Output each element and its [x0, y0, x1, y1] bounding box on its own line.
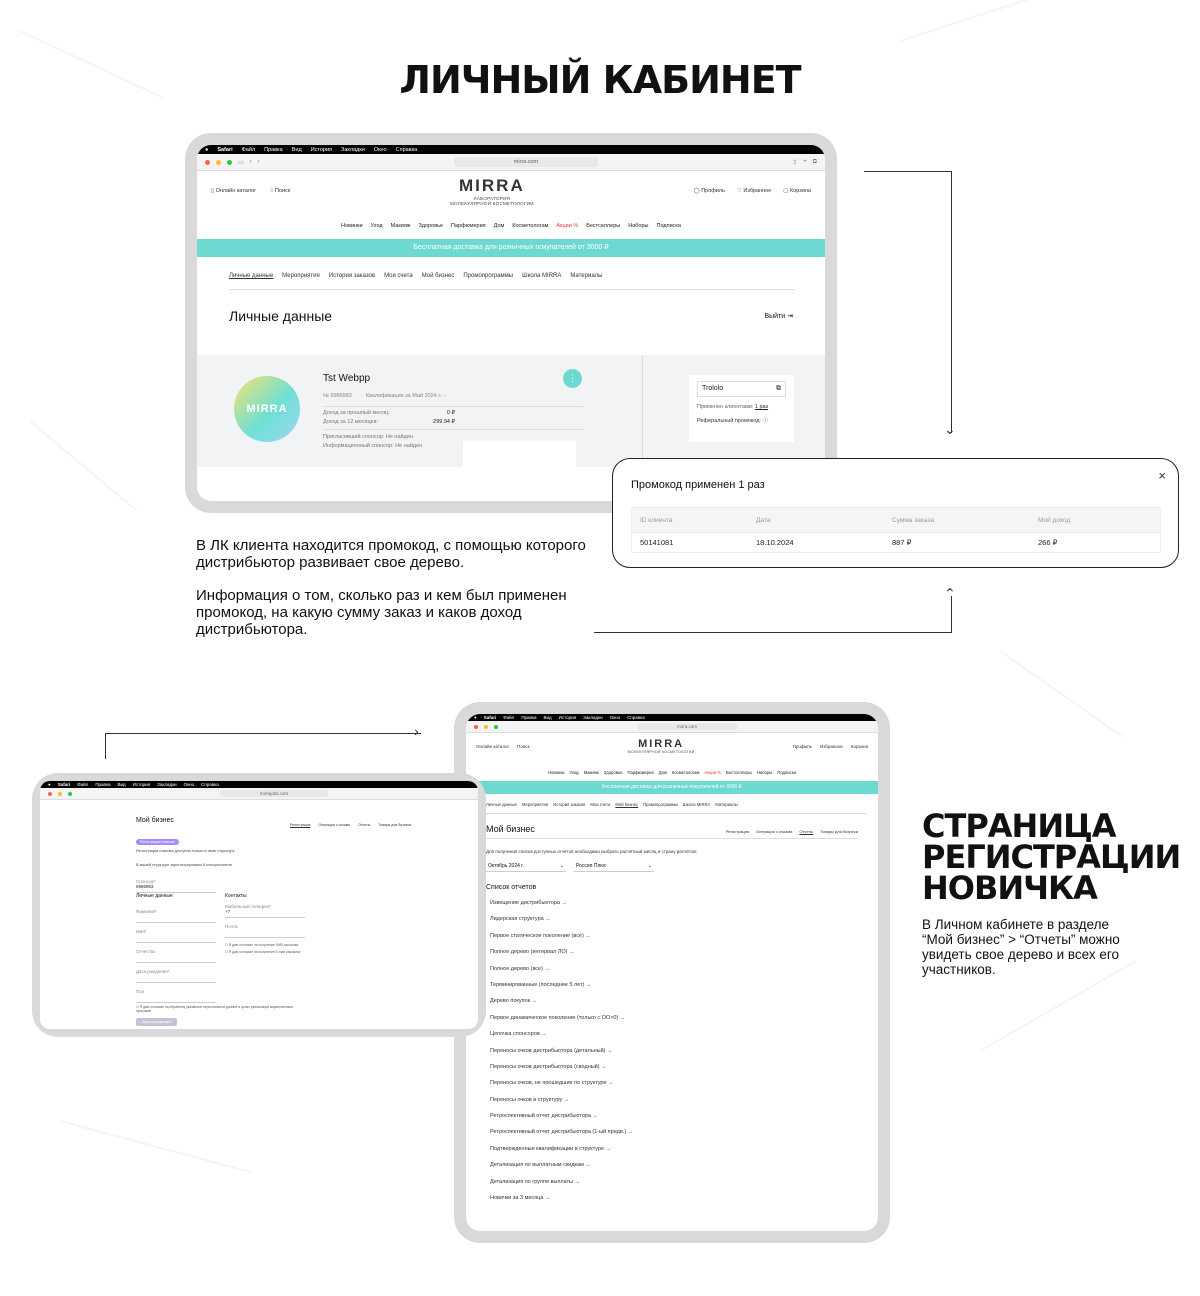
menu-file[interactable]: Файл — [503, 715, 515, 720]
arrow-right-icon: → — [573, 1178, 581, 1185]
arrow-right-icon: → — [604, 1145, 612, 1152]
close-window-button[interactable] — [474, 725, 478, 729]
promo-usage-popup — [612, 458, 1179, 568]
report-link[interactable] — [490, 1179, 878, 1195]
info-icon[interactable]: ⓘ — [762, 418, 768, 424]
menu-bookmarks[interactable]: Закладки — [583, 715, 603, 720]
cell-income: 266 ₽ — [1038, 538, 1058, 547]
cell-client-id: 50141081 — [640, 538, 674, 547]
share-icon[interactable]: ⇪ — [792, 159, 798, 166]
arrow-down-icon: ⌄ — [944, 421, 956, 437]
close-window-button[interactable] — [48, 792, 52, 796]
promo-code-field[interactable] — [697, 381, 786, 397]
tab-personal[interactable]: Личные данные — [229, 273, 274, 279]
blank-area — [463, 441, 576, 467]
menu-history[interactable]: История — [558, 715, 577, 720]
tab-materials[interactable]: Материалы — [570, 273, 603, 279]
zoom-window-button[interactable] — [494, 725, 498, 729]
profile-link[interactable]: Профиль — [792, 743, 813, 749]
report-label: Извещение дистрибьютора — [490, 900, 560, 906]
logo-sub1: ЛАБОРАТОРИЯ — [473, 196, 511, 201]
applied-label: Применен клиентами: — [697, 404, 754, 410]
close-icon[interactable]: × — [1158, 468, 1166, 483]
logo-text: MIRRA — [638, 738, 685, 750]
cabinet-tabs — [229, 273, 795, 290]
apple-icon: ● — [474, 715, 477, 720]
mac-menubar — [40, 781, 478, 788]
report-label: Подтвержденные квалификации в структуре — [490, 1145, 605, 1152]
arrow-right-icon: → — [539, 1031, 547, 1038]
connector-line — [951, 171, 952, 433]
nav-new[interactable]: Новинки — [548, 769, 565, 775]
arrow-right-icon: → — [599, 1063, 607, 1070]
referral-label: Реферальный промокод: — [697, 418, 761, 424]
menu-file[interactable]: Файл — [77, 782, 89, 787]
subtab-points[interactable]: Операции с очками — [756, 829, 793, 834]
report-link[interactable] — [490, 949, 878, 965]
qualification: Квалификация за Май 2024 г.: - — [365, 393, 447, 399]
menu-view[interactable]: Вид — [117, 782, 126, 787]
favorites-link[interactable]: Избранное — [820, 743, 843, 749]
tab-invoices[interactable]: Мои счета — [590, 802, 611, 807]
applied-value-link[interactable]: 1 раз — [754, 404, 769, 410]
report-label: Переносы очков, не прошедшие по структуре — [490, 1080, 607, 1087]
tab-school[interactable]: Школа MIRRA — [522, 273, 562, 279]
logout-label: Выйти — [764, 313, 786, 320]
income-prev-value: 0 ₽ — [446, 410, 455, 416]
info-sponsor: Информационный спонсор: Не найден — [323, 443, 423, 449]
browser-toolbar — [197, 154, 825, 171]
address-bar[interactable]: mirra.com — [454, 157, 598, 167]
report-label: Детализация по группе выплаты — [490, 1178, 574, 1185]
sponsor-info: Пригласивший спонсор: Не найден — [323, 429, 583, 440]
nav-care[interactable]: Уход — [370, 223, 383, 229]
phone-label: Мобильный телефон* — [225, 904, 271, 909]
nav-sets[interactable]: Наборы — [756, 769, 773, 775]
report-link[interactable] — [490, 1129, 878, 1145]
income-12-value: 299.94 ₽ — [433, 419, 455, 425]
report-label: Новички за 3 месяца — [490, 1195, 544, 1202]
arrow-right-icon: → — [583, 1162, 591, 1169]
site-header — [197, 171, 825, 211]
report-link[interactable] — [490, 1080, 878, 1096]
registration-heading — [922, 807, 1181, 907]
connector-line — [864, 171, 952, 172]
phone-value: +7 — [225, 909, 231, 914]
user-icon: ◯ — [693, 188, 702, 194]
page-heading: ЛИЧНЫЙ КАБИНЕТ — [399, 58, 801, 102]
subtab-reports[interactable]: Отчеты — [799, 829, 814, 834]
menu-window[interactable]: Окно — [183, 782, 195, 787]
report-label: Переносы очков в структуру — [490, 1096, 563, 1103]
copy-icon[interactable]: ⧉ — [776, 385, 781, 392]
avatar: MIRRA — [234, 376, 300, 442]
report-label: Переносы очков дистрибьютора (сводный) — [490, 1063, 600, 1070]
report-link[interactable] — [490, 1195, 878, 1211]
menu-safari[interactable]: Safari — [483, 715, 497, 720]
connector-line — [105, 733, 106, 759]
report-link[interactable] — [490, 1113, 878, 1129]
tab-events[interactable]: Мероприятия — [521, 802, 549, 807]
business-title: Мой бизнес — [486, 824, 535, 834]
report-label: Ретроспективный отчет дистрибьютора — [490, 1113, 591, 1120]
back-icon[interactable]: ‹ — [249, 159, 252, 165]
logout-icon: ⇥ — [787, 313, 793, 320]
favorites-link[interactable] — [737, 188, 771, 194]
nav-makeup[interactable]: Макияж — [390, 223, 411, 229]
search-label: Поиск — [274, 188, 291, 194]
heading-line3: НОВИЧКА — [922, 869, 1097, 907]
menu-bookmarks[interactable]: Закладки — [157, 782, 177, 787]
nav-care[interactable]: Уход — [569, 769, 579, 775]
report-link[interactable] — [490, 900, 878, 916]
connector-line — [105, 733, 421, 734]
menu-window[interactable]: Окно — [609, 715, 621, 720]
col-client-id: ID клиента — [640, 516, 673, 524]
tablet-registration — [32, 773, 486, 1037]
report-link[interactable] — [490, 933, 878, 949]
tab-business[interactable]: Мой бизнес — [615, 802, 639, 807]
tab-invoices[interactable]: Мои счета — [384, 273, 413, 279]
registration-badge: Регистрация новичка — [136, 839, 179, 845]
catalog-link[interactable] — [211, 188, 256, 194]
cell-date: 18.10.2024 — [756, 538, 794, 547]
search-link[interactable] — [270, 188, 290, 194]
arrow-right-icon: → — [559, 900, 567, 906]
profile-link[interactable] — [694, 188, 725, 194]
nav-new[interactable]: Новинки — [341, 223, 363, 229]
menu-help[interactable]: Справка — [201, 782, 219, 787]
menu-file[interactable]: Файл — [241, 146, 256, 153]
cabinet-title: Личные данные — [229, 308, 333, 324]
tab-school[interactable]: Школа MIRRA — [682, 802, 711, 807]
arrow-right-icon: → — [567, 949, 575, 956]
report-label: Переносы очков дистрибьютора (детальный) — [490, 1047, 606, 1054]
reports-list — [490, 900, 878, 1211]
arrow-up-icon: ⌄ — [944, 585, 956, 601]
tablet-personal-cabinet — [185, 133, 837, 513]
chevron-down-icon: ⌄ — [559, 863, 564, 869]
book-icon: ▯ — [211, 188, 216, 194]
col-date: Дата — [756, 516, 771, 524]
report-link[interactable] — [490, 1146, 878, 1162]
sms-label: Я даю согласие на получение SMS рассылки — [228, 943, 299, 947]
sponsor-value: 9986983 — [136, 884, 154, 889]
minimize-window-button[interactable] — [484, 725, 488, 729]
report-link[interactable] — [490, 1162, 878, 1178]
menu-window[interactable]: Окно — [373, 146, 387, 153]
menu-help[interactable]: Справка — [627, 715, 645, 720]
col-order-sum: Сумма заказа — [892, 516, 934, 524]
heart-icon: ♡ — [736, 188, 744, 194]
nav-bestsellers[interactable]: Бестселлеры — [586, 223, 621, 229]
reports-info: Для получения списка доступных отчётов необходимо выбрать расчётный месяц и страну расчётов: — [486, 849, 697, 854]
report-label: Ретроспективный отчет дистрибьютора (1-ый предв.) — [490, 1129, 627, 1136]
address-bar[interactable]: mirrajobs.com — [220, 790, 328, 797]
menu-view[interactable]: Вид — [543, 715, 552, 720]
nav-sales[interactable]: Акции % — [556, 223, 579, 229]
report-link[interactable] — [490, 1097, 878, 1113]
menu-help[interactable]: Справка — [395, 146, 418, 153]
tab-personal[interactable]: Личные данные — [486, 802, 517, 807]
apple-icon: ● — [48, 782, 51, 787]
address-bar[interactable]: mirra.com — [637, 723, 737, 730]
tab-business[interactable]: Мой бизнес — [421, 273, 455, 279]
registration-description: В Личном кабинете в разделе “Мой бизнес” > “Отчеты” можно увидеть свое дерево и всех его участников. — [922, 917, 1120, 977]
site-header — [466, 733, 878, 759]
subtab-registration[interactable]: Регистрация — [725, 829, 750, 834]
sms-checkbox[interactable]: ☐ Я даю согласие на получение SMS рассылки — [225, 943, 299, 947]
nav-sets[interactable]: Наборы — [628, 223, 649, 229]
report-link[interactable] — [490, 1064, 878, 1080]
tab-orders[interactable]: История заказов — [553, 802, 586, 807]
consent-checkbox[interactable]: ☐ Я даю согласие на обработку указанных персональных данных в целях реализации маркетинговых программ — [136, 1005, 294, 1013]
arrow-right-icon: → — [590, 1113, 598, 1120]
report-link[interactable] — [490, 916, 878, 932]
arrow-right-icon: → — [542, 965, 550, 972]
middle-name-field[interactable]: Отчество — [136, 943, 216, 963]
main-nav — [466, 765, 878, 779]
menu-safari[interactable]: Safari — [217, 146, 233, 153]
search-link[interactable]: Поиск — [517, 743, 530, 749]
report-link[interactable] — [490, 1031, 878, 1047]
report-link[interactable] — [490, 998, 878, 1014]
zoom-window-button[interactable] — [227, 160, 232, 165]
tab-events[interactable]: Мероприятия — [282, 273, 320, 279]
arrow-right-icon: → — [584, 981, 592, 988]
new-tab-icon[interactable]: + — [803, 159, 807, 165]
nav-subscription[interactable]: Подписка — [777, 769, 796, 775]
delivery-banner: Бесплатная доставка для розничных покупателей от 3000 ₽ — [197, 239, 825, 257]
last-name-field[interactable]: Фамилия* — [136, 903, 216, 923]
nav-health[interactable]: Здоровье — [418, 223, 444, 229]
logo-text: MIRRA — [459, 176, 525, 195]
popup-title: Промокод применен 1 раз — [631, 479, 765, 491]
subtab-registration[interactable]: Регистрация — [290, 823, 311, 827]
nav-perfume[interactable]: Парфюмерия — [451, 223, 486, 229]
tab-orders[interactable]: История заказов — [328, 273, 376, 279]
report-label: Лидерская структура — [490, 916, 544, 923]
menu-edit[interactable]: Правка — [521, 715, 537, 720]
search-icon: ○ — [270, 188, 275, 194]
reports-title: Список отчетов — [486, 884, 537, 891]
close-window-button[interactable] — [205, 160, 210, 165]
nav-perfume[interactable]: Парфюмерия — [627, 769, 654, 775]
arrow-right-icon: → — [605, 1047, 613, 1054]
cell-order-sum: 887 ₽ — [892, 538, 912, 547]
arrow-right-icon: → — [606, 1080, 614, 1087]
menu-edit[interactable]: Правка — [264, 146, 283, 153]
catalog-label: Онлайн каталог — [215, 188, 257, 194]
report-label: Дерево покупок — [490, 998, 531, 1005]
consent-label: Я даю согласие на обработку указанных персональных данных в целях реализации маркетинговых программ — [136, 1005, 294, 1013]
report-link[interactable] — [490, 982, 878, 998]
main-nav — [197, 215, 825, 237]
country-value: Россия Плюс — [576, 863, 607, 869]
report-label: Цепочка спонсоров — [490, 1031, 540, 1038]
sponsor-field[interactable] — [136, 873, 216, 893]
connector-line — [951, 596, 952, 633]
registration-title: Мой бизнес — [136, 817, 175, 824]
registration-note1: Регистрация новичка доступна только в свою структуру — [136, 849, 235, 853]
arrow-right-icon: › — [414, 723, 419, 739]
subtab-reports[interactable]: Отчеты — [358, 823, 371, 827]
subtab-goods[interactable]: Товары для бизнеса — [378, 823, 412, 827]
menu-history[interactable]: История — [132, 782, 151, 787]
report-label: Первое статическое поколение (все) — [490, 932, 584, 939]
browser-toolbar — [466, 721, 878, 733]
logout-button[interactable] — [764, 312, 793, 320]
heading-line2: РЕГИСТРАЦИИ — [922, 838, 1181, 876]
zoom-window-button[interactable] — [68, 792, 72, 796]
connector-line — [594, 632, 952, 633]
arrow-right-icon: → — [626, 1129, 634, 1136]
report-label: Терминированные (последние 5 лет) — [490, 981, 585, 988]
nav-health[interactable]: Здоровье — [603, 769, 623, 775]
tab-materials[interactable]: Материалы — [715, 802, 738, 807]
promo-code: Trololo — [702, 385, 724, 392]
menu-safari[interactable]: Safari — [57, 782, 71, 787]
income-12-label: Доход за 12 месяцев: — [323, 419, 379, 425]
description-p2: Информация о том, сколько раз и кем был применен промокод, на какую сумму заказ и каков доход дистрибьютора. — [196, 587, 567, 638]
menu-edit[interactable]: Правка — [95, 782, 111, 787]
menu-view[interactable]: Вид — [291, 146, 302, 153]
tab-promo[interactable]: Промопрограммы — [463, 273, 514, 279]
sponsor-label: Спонсор* — [136, 879, 156, 884]
phone-field[interactable] — [225, 898, 305, 918]
minimize-window-button[interactable] — [216, 160, 221, 165]
nav-sales[interactable]: Акции % — [704, 769, 721, 775]
sex-select[interactable]: Пол — [136, 983, 216, 1003]
report-link[interactable] — [490, 1048, 878, 1064]
report-link[interactable] — [490, 966, 878, 982]
arrow-right-icon: → — [618, 1014, 626, 1021]
submit-button[interactable]: Зарегистрировать — [136, 1018, 177, 1026]
sidebar-icon[interactable]: ▭ — [238, 159, 244, 166]
menu-bookmarks[interactable]: Закладки — [341, 146, 365, 153]
personal-heading: Личные данные — [136, 893, 173, 899]
favorites-label: Избранное — [743, 188, 772, 194]
birth-date-field[interactable]: Дата рождения* — [136, 963, 216, 983]
email-label: Я даю согласие на получение E-mail рассылки — [228, 950, 301, 954]
nav-cosmetologists[interactable]: Косметологам — [671, 769, 700, 775]
forward-icon[interactable]: › — [257, 159, 260, 165]
more-menu-icon[interactable]: ⋮ — [563, 369, 582, 388]
nav-bestsellers[interactable]: Бестселлеры — [726, 769, 752, 775]
nav-home[interactable]: Дом — [493, 223, 505, 229]
divider — [642, 355, 643, 467]
tablet-reports — [454, 702, 890, 1243]
col-income: Мой доход — [1038, 516, 1071, 524]
income-prev-label: Доход за прошлый месяц: — [323, 410, 390, 416]
first-name-field[interactable]: Имя* — [136, 923, 216, 943]
nav-makeup[interactable]: Макияж — [583, 769, 599, 775]
report-label: Детализация по выплатным скидкам — [490, 1162, 584, 1169]
country-select[interactable] — [574, 861, 654, 872]
menu-history[interactable]: История — [310, 146, 333, 153]
table-row — [632, 532, 1160, 552]
cart-label: Корзина — [790, 188, 811, 194]
report-link[interactable] — [490, 1015, 878, 1031]
email-checkbox[interactable]: ☐ Я даю согласие на получение E-mail рассылки — [225, 950, 301, 954]
registration-note2: В вашей структуре зарегистрировано 8 консультантов — [136, 863, 232, 867]
cart-icon: ▢ — [783, 188, 791, 194]
subtab-goods[interactable]: Товары для бизнеса — [820, 829, 858, 834]
mac-menubar — [466, 714, 878, 721]
cabinet-tabs — [486, 802, 866, 814]
apple-icon: ● — [205, 146, 209, 153]
user-number: № 9986983 — [323, 393, 352, 399]
report-label: Полное дерево (интервал ЛО) — [490, 949, 568, 956]
registration-subtabs — [290, 823, 411, 827]
arrow-right-icon: → — [543, 1195, 551, 1202]
user-name: Tst Webpp — [323, 373, 371, 384]
minimize-window-button[interactable] — [58, 792, 62, 796]
site-logo[interactable] — [628, 738, 695, 754]
cart-link[interactable]: Корзина — [850, 743, 868, 749]
arrow-right-icon: → — [583, 932, 591, 939]
chevron-down-icon: ⌄ — [647, 863, 652, 869]
month-value: Октябрь 2024 г. — [488, 863, 524, 869]
arrow-right-icon: → — [530, 998, 538, 1005]
tab-promo[interactable]: Промопрограммы — [643, 802, 678, 807]
nav-cosmetologists[interactable]: Косметологам — [512, 223, 549, 229]
catalog-link[interactable]: Онлайн каталог — [476, 743, 510, 749]
description-p1: В ЛК клиента находится промокод, с помощью которого дистрибьютор развивает свое дерево. — [196, 537, 586, 571]
nav-home[interactable]: Дом — [658, 769, 667, 775]
contacts-heading: Контакты — [225, 893, 247, 899]
nav-subscription[interactable]: Подписка — [656, 223, 681, 229]
cart-link[interactable] — [783, 188, 811, 194]
browser-toolbar — [40, 788, 478, 800]
heading-line1: СТРАНИЦА — [922, 807, 1116, 845]
delivery-banner: Бесплатная доставка для розничных покупателей от 3000 ₽ — [466, 781, 878, 794]
tabs-icon[interactable]: ⧉ — [812, 158, 817, 165]
promo-card — [689, 375, 794, 442]
month-select[interactable] — [486, 861, 566, 872]
arrow-right-icon: → — [562, 1096, 570, 1103]
profile-panel — [197, 355, 825, 467]
arrow-right-icon: → — [543, 916, 551, 923]
report-label: Первое динамическое поколение (только с ОО>0) — [490, 1014, 619, 1021]
logo-sub2: МОЛЕКУЛЯРНОЙ КОСМЕТОЛОГИИ — [449, 201, 534, 206]
mac-menubar — [197, 145, 825, 154]
email-field[interactable]: Почта — [225, 918, 305, 938]
business-subtabs — [726, 829, 858, 834]
report-label: Полное дерево (все) — [490, 965, 543, 972]
profile-label: Профиль — [701, 188, 725, 194]
logo-sub2: МОЛЕКУЛЯРНОЙ КОСМЕТОЛОГИИ — [627, 750, 695, 754]
site-logo[interactable] — [450, 176, 534, 206]
subtab-points[interactable]: Операции с очками — [318, 823, 351, 827]
